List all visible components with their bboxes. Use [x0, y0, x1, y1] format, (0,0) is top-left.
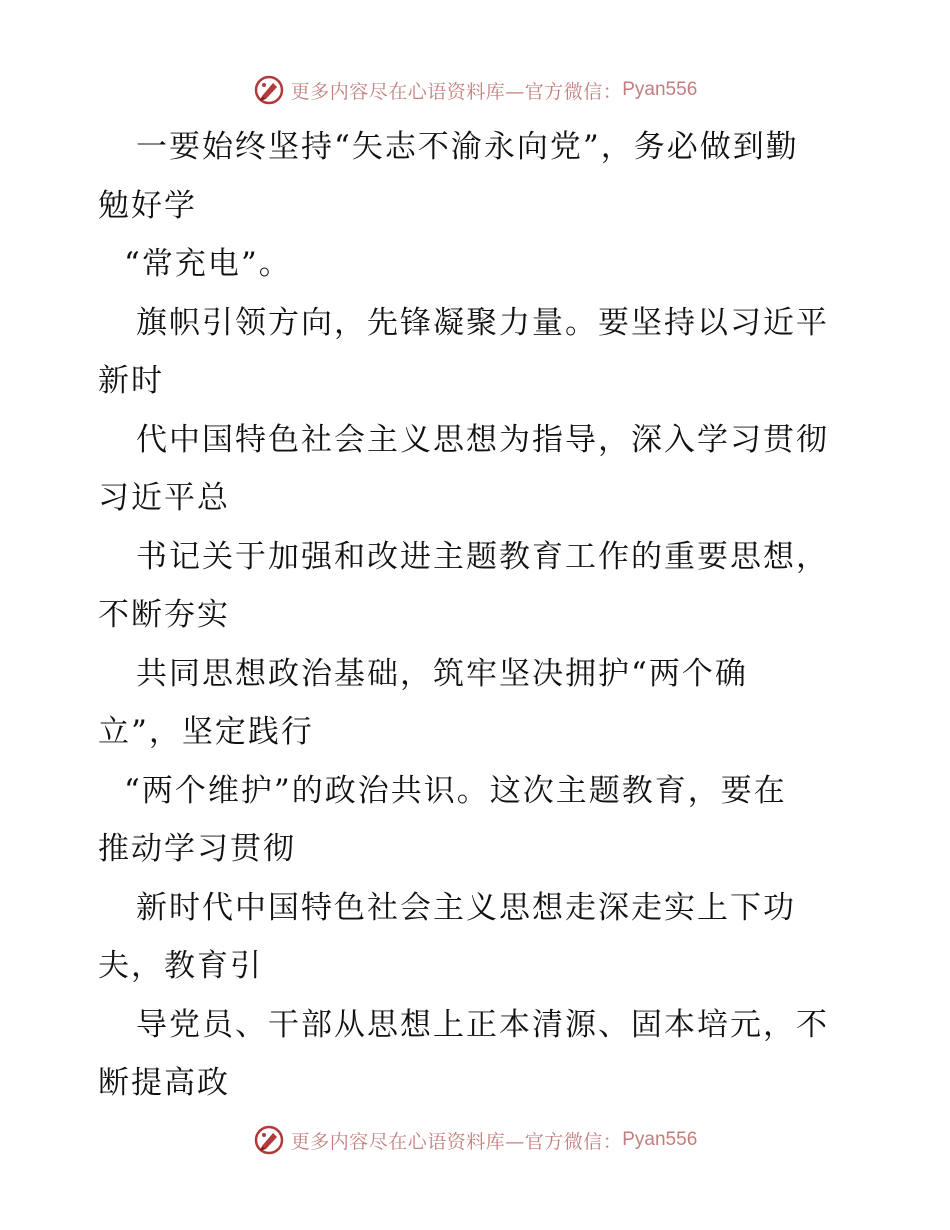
text-line: 新时: [98, 363, 164, 399]
text-line: 书记关于加强和改进主题教育工作的重要思想，: [136, 538, 829, 575]
watermark-contact: Pyan556: [622, 79, 698, 100]
text-line: 立”，坚定践行: [98, 714, 314, 750]
text-line: 导党员、干部从思想上正本清源、固本培元，不: [136, 1006, 829, 1043]
watermark-text: 更多内容尽在心语资料库—官方微信：: [290, 80, 623, 103]
text-line: 不断夯实: [98, 597, 230, 633]
text-line: 勉好学: [98, 187, 197, 224]
watermark-text: 更多内容尽在心语资料库—官方微信：: [290, 1130, 623, 1153]
text-line: 推动学习贯彻: [98, 831, 296, 867]
text-line: 夫，教育引: [98, 948, 263, 984]
header-watermark: [0, 70, 950, 110]
text-line: 一要始终坚持“矢志不渝永向党”，务必做到勤: [136, 129, 799, 165]
text-line: 旗帜引领方向，先锋凝聚力量。要坚持以习近平: [136, 304, 829, 341]
text-line: “常充电”。: [124, 246, 292, 282]
pen-logo-icon: [253, 74, 285, 106]
text-line: 习近平总: [98, 480, 230, 516]
text-line: 共同思想政治基础，筑牢坚决拥护“两个确: [136, 655, 748, 692]
text-line: 代中国特色社会主义思想为指导，深入学习贯彻: [136, 421, 829, 458]
document-body: [98, 118, 858, 1113]
pen-logo-icon: [253, 1124, 285, 1156]
text-line: “两个维护”的政治共识。这次主题教育，要在: [124, 772, 787, 809]
text-line: 断提高政: [98, 1065, 230, 1101]
watermark-contact: Pyan556: [622, 1129, 698, 1150]
footer-watermark: [0, 1120, 950, 1160]
text-line: 新时代中国特色社会主义思想走深走实上下功: [136, 889, 796, 926]
